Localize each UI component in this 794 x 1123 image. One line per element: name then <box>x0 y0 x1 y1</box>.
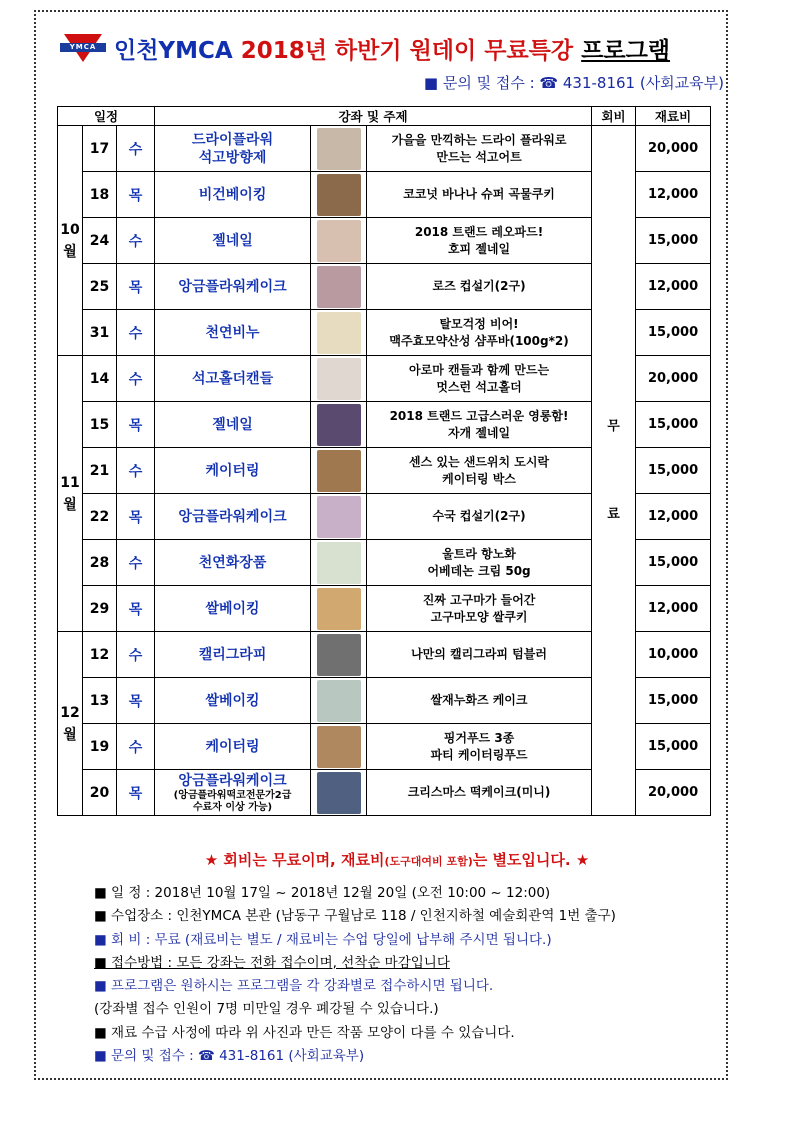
course-name: 케이터링 <box>155 724 311 770</box>
course-photo <box>317 404 361 446</box>
weekday-cell: 목 <box>117 770 155 816</box>
course-name: 쌀베이킹 <box>155 678 311 724</box>
course-photo <box>317 220 361 262</box>
material-fee: 15,000 <box>636 402 711 448</box>
info-schedule: ■ 일 정 : 2018년 10월 17일 ~ 2018년 12월 20일 (오전 10:00 ~ 12:00) <box>94 885 551 901</box>
weekday-cell: 수 <box>117 356 155 402</box>
info-materials: ■ 재료 수급 사정에 따라 위 사진과 만든 작품 모양이 다를 수 있습니다. <box>94 1024 515 1041</box>
course-description: 코코넛 바나나 슈퍼 곡물쿠키 <box>367 172 592 218</box>
info-contact: ■ 문의 및 접수 : ☎ 431-8161 (사회교육부) <box>94 1048 365 1065</box>
course-photo <box>317 450 361 492</box>
material-fee: 12,000 <box>636 172 711 218</box>
course-photo <box>317 266 361 308</box>
weekday-cell: 목 <box>117 586 155 632</box>
day-cell: 14 <box>83 356 117 402</box>
weekday-cell: 목 <box>117 678 155 724</box>
course-description: 쌀재누화즈 케이크 <box>367 678 592 724</box>
contact-info-top: ■ 문의 및 접수 : ☎ 431-8161 (사회교육부) <box>423 74 724 92</box>
course-name: 석고홀더캔들 <box>155 356 311 402</box>
material-fee: 12,000 <box>636 264 711 310</box>
weekday-cell: 목 <box>117 402 155 448</box>
month-label: 10 월 <box>58 126 83 356</box>
course-photo <box>317 128 361 170</box>
course-photo <box>317 312 361 354</box>
material-fee: 15,000 <box>636 724 711 770</box>
course-description: 수국 컵설기(2구) <box>367 494 592 540</box>
day-cell: 21 <box>83 448 117 494</box>
course-name: 케이터링 <box>155 448 311 494</box>
schedule-table <box>57 106 711 816</box>
course-description: 진짜 고구마가 들어간 고구마모양 쌀쿠키 <box>367 586 592 632</box>
header <box>60 28 720 68</box>
course-description: 가을을 만끽하는 드라이 플라워로 만드는 석고어트 <box>367 126 592 172</box>
course-description: 나만의 캘리그라피 텀블러 <box>367 632 592 678</box>
course-name: 비건베이킹 <box>155 172 311 218</box>
course-photo <box>317 496 361 538</box>
material-fee: 20,000 <box>636 356 711 402</box>
course-photo <box>317 358 361 400</box>
day-cell: 25 <box>83 264 117 310</box>
material-fee: 12,000 <box>636 494 711 540</box>
day-cell: 24 <box>83 218 117 264</box>
photo-cell <box>311 632 367 678</box>
course-photo <box>317 174 361 216</box>
photo-cell <box>311 126 367 172</box>
course-name: 쌀베이킹 <box>155 586 311 632</box>
day-cell: 20 <box>83 770 117 816</box>
photo-cell <box>311 724 367 770</box>
course-photo <box>317 680 361 722</box>
course-photo <box>317 588 361 630</box>
info-fee: ■ 회 비 : 무료 (재료비는 별도 / 재료비는 수업 당일에 납부해 주시면 됩니다.) <box>94 931 552 948</box>
material-fee: 10,000 <box>636 632 711 678</box>
photo-cell <box>311 448 367 494</box>
photo-cell <box>311 264 367 310</box>
material-fee: 20,000 <box>636 126 711 172</box>
course-description: 크리스마스 떡케이크(미니) <box>367 770 592 816</box>
info-location: ■ 수업장소 : 인천YMCA 본관 (남동구 구월남로 118 / 인천지하철 예술회관역 1번 출구) <box>94 908 616 925</box>
material-fee: 15,000 <box>636 678 711 724</box>
photo-cell <box>311 402 367 448</box>
info-section <box>94 882 734 1068</box>
course-name: 앙금플라워케이크 <box>155 264 311 310</box>
course-description: 핑거푸드 3종 파티 케이터링푸드 <box>367 724 592 770</box>
info-cancel: (강좌별 접수 인원이 7명 미만일 경우 폐강될 수 있습니다.) <box>94 1001 439 1018</box>
photo-cell <box>311 678 367 724</box>
course-description: 로즈 컵설기(2구) <box>367 264 592 310</box>
info-registration: ■ 접수방법 : 모든 강좌는 전화 접수이며, 선착순 마감입니다 <box>94 954 450 971</box>
course-name: 천연화장품 <box>155 540 311 586</box>
course-name: 젤네일 <box>155 402 311 448</box>
course-description: 2018 트랜드 레오파드! 호피 젤네일 <box>367 218 592 264</box>
course-photo <box>317 542 361 584</box>
course-description: 울트라 항노화 어베데논 크림 50g <box>367 540 592 586</box>
material-fee: 15,000 <box>636 310 711 356</box>
photo-cell <box>311 310 367 356</box>
weekday-cell: 수 <box>117 724 155 770</box>
page-title: 인천YMCA 2018년 하반기 원데이 무료특강 프로그램 <box>114 37 671 64</box>
day-cell: 15 <box>83 402 117 448</box>
month-label: 11 월 <box>58 356 83 632</box>
weekday-cell: 수 <box>117 126 155 172</box>
course-name: 천연비누 <box>155 310 311 356</box>
table-header-row <box>58 107 711 126</box>
course-photo <box>317 726 361 768</box>
weekday-cell: 목 <box>117 264 155 310</box>
weekday-cell: 수 <box>117 218 155 264</box>
course-note: (앙금플라워떡코전문가2급 수료자 이상 가능) <box>173 789 292 813</box>
info-program: ■ 프로그램은 원하시는 프로그램을 각 강좌별로 접수하시면 됩니다. <box>94 978 494 995</box>
material-fee: 20,000 <box>636 770 711 816</box>
day-cell: 19 <box>83 724 117 770</box>
course-name: 앙금플라워케이크 <box>155 494 311 540</box>
material-fee: 12,000 <box>636 586 711 632</box>
course-description: 아로마 캔들과 함께 만드는 멋스런 석고홀더 <box>367 356 592 402</box>
day-cell: 13 <box>83 678 117 724</box>
weekday-cell: 수 <box>117 540 155 586</box>
photo-cell <box>311 494 367 540</box>
tuition-free: 무 료 <box>592 126 636 816</box>
photo-cell <box>311 218 367 264</box>
day-cell: 22 <box>83 494 117 540</box>
weekday-cell: 수 <box>117 448 155 494</box>
weekday-cell: 목 <box>117 172 155 218</box>
course-description: 센스 있는 샌드위치 도시락 케이터링 박스 <box>367 448 592 494</box>
table-row <box>58 126 711 172</box>
weekday-cell: 수 <box>117 310 155 356</box>
header-schedule: 일정 <box>58 107 155 126</box>
fee-notice: ★ 회비는 무료이며, 재료비(도구대여비 포함)는 별도입니다. ★ <box>204 851 590 869</box>
header-course: 강좌 및 주제 <box>155 107 592 126</box>
day-cell: 18 <box>83 172 117 218</box>
course-description: 탈모걱정 비어! 맥주효모약산성 샴푸바(100g*2) <box>367 310 592 356</box>
photo-cell <box>311 540 367 586</box>
weekday-cell: 수 <box>117 632 155 678</box>
course-photo <box>317 634 361 676</box>
course-photo <box>317 772 361 814</box>
material-fee: 15,000 <box>636 448 711 494</box>
photo-cell <box>311 356 367 402</box>
month-label: 12 월 <box>58 632 83 816</box>
day-cell: 12 <box>83 632 117 678</box>
course-name: 앙금플라워케이크 (앙금플라워떡코전문가2급 수료자 이상 가능) <box>155 770 311 816</box>
day-cell: 29 <box>83 586 117 632</box>
day-cell: 31 <box>83 310 117 356</box>
photo-cell <box>311 586 367 632</box>
material-fee: 15,000 <box>636 540 711 586</box>
course-name: 드라이플라워 석고방향제 <box>155 126 311 172</box>
course-description: 2018 트랜드 고급스러운 영롱함! 자개 젤네일 <box>367 402 592 448</box>
course-name: 캘리그라피 <box>155 632 311 678</box>
day-cell: 17 <box>83 126 117 172</box>
photo-cell <box>311 770 367 816</box>
course-name: 젤네일 <box>155 218 311 264</box>
material-fee: 15,000 <box>636 218 711 264</box>
ymca-logo: YMCA <box>60 34 106 62</box>
day-cell: 28 <box>83 540 117 586</box>
header-tuition: 회비 <box>592 107 636 126</box>
weekday-cell: 목 <box>117 494 155 540</box>
photo-cell <box>311 172 367 218</box>
header-material-fee: 재료비 <box>636 107 711 126</box>
